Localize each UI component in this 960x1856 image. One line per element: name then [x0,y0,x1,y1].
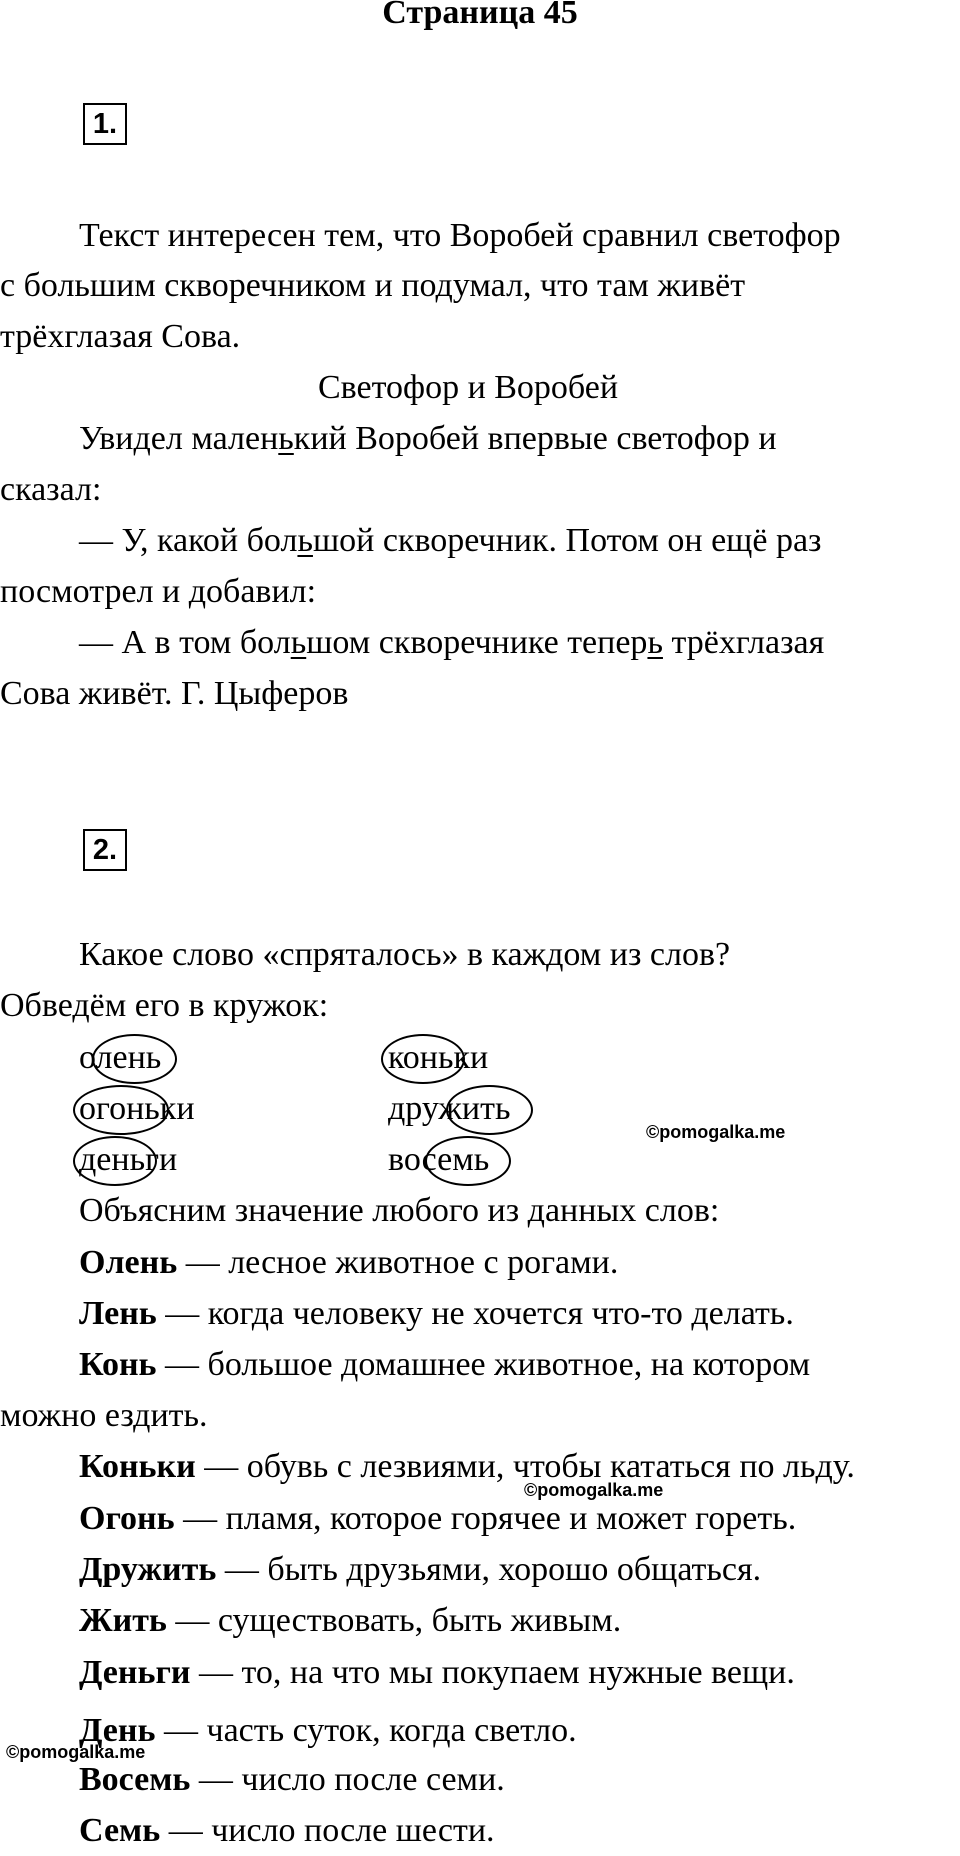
definition-len: Лень — когда человеку не хочется что-то делать. [79,1295,794,1332]
circle-kon [381,1034,465,1084]
instruction: Обведём его в кружок: [0,987,329,1024]
definition-olen: Олень — лесное животное с рогами. [79,1244,619,1281]
story-line-6: Сова живёт. Г. Цыферов [0,675,349,712]
definition-zhit: Жить — существовать, быть живым. [79,1602,622,1639]
intro-line-2: с большим скворечником и подумал, что там живёт [0,267,746,304]
definition-sem: Семь — число после шести. [79,1812,495,1849]
word-konki: коньки [388,1039,489,1076]
definition-ogon: Огонь — пламя, которое горячее и может гореть. [79,1500,797,1537]
watermark-2: ©pomogalka.me [524,1480,664,1500]
watermark-3: ©pomogalka.me [6,1742,146,1762]
word-dengi: деньги [79,1141,178,1178]
definition-druzhit: Дружить — быть друзьями, хорошо общаться. [79,1551,762,1588]
word-olen: олень [79,1039,162,1076]
page-title: Страница 45 [382,0,578,31]
circle-sem [425,1136,511,1186]
watermark-1: ©pomogalka.me [646,1122,786,1142]
intro-line-3: трёхглазая Сова. [0,318,241,355]
circle-zhit [446,1085,533,1135]
intro-line-1: Текст интересен тем, что Воробей сравнил светофор [79,217,841,254]
word-ogonki: огоньки [79,1090,195,1127]
task-number-2: 2. [83,829,127,871]
word-vosem: восемь [388,1141,490,1178]
explain-intro: Объясним значение любого из данных слов: [79,1192,720,1229]
story-line-4: посмотрел и добавил: [0,573,317,610]
question: Какое слово «спряталось» в каждом из слов? [79,936,731,973]
definition-kon: Конь — большое домашнее животное, на котором [79,1346,811,1383]
story-line-1: Увидел маленький Воробей впервые светофор и [79,420,777,457]
definition-kon-cont: можно ездить. [0,1397,208,1434]
task-number-1: 1. [83,103,127,145]
story-title: Светофор и Воробей [318,369,619,406]
story-line-2: сказал: [0,471,102,508]
circle-ogon [73,1085,169,1135]
story-line-3: — У, какой большой скворечник. Потом он ещё раз [79,522,822,559]
definition-konki: Коньки — обувь с лезвиями, чтобы кататься по льду. [79,1448,855,1485]
word-druzhit: дружить [388,1090,511,1127]
definition-dengi: Деньги — то, на что мы покупаем нужные вещи. [79,1654,795,1691]
circle-den [73,1136,157,1186]
story-line-5: — А в том большом скворечнике теперь трёхглазая [79,624,825,661]
circle-len [92,1034,177,1084]
definition-vosem: Восемь — число после семи. [79,1761,505,1798]
definition-den: День — часть суток, когда светло. [79,1712,577,1749]
